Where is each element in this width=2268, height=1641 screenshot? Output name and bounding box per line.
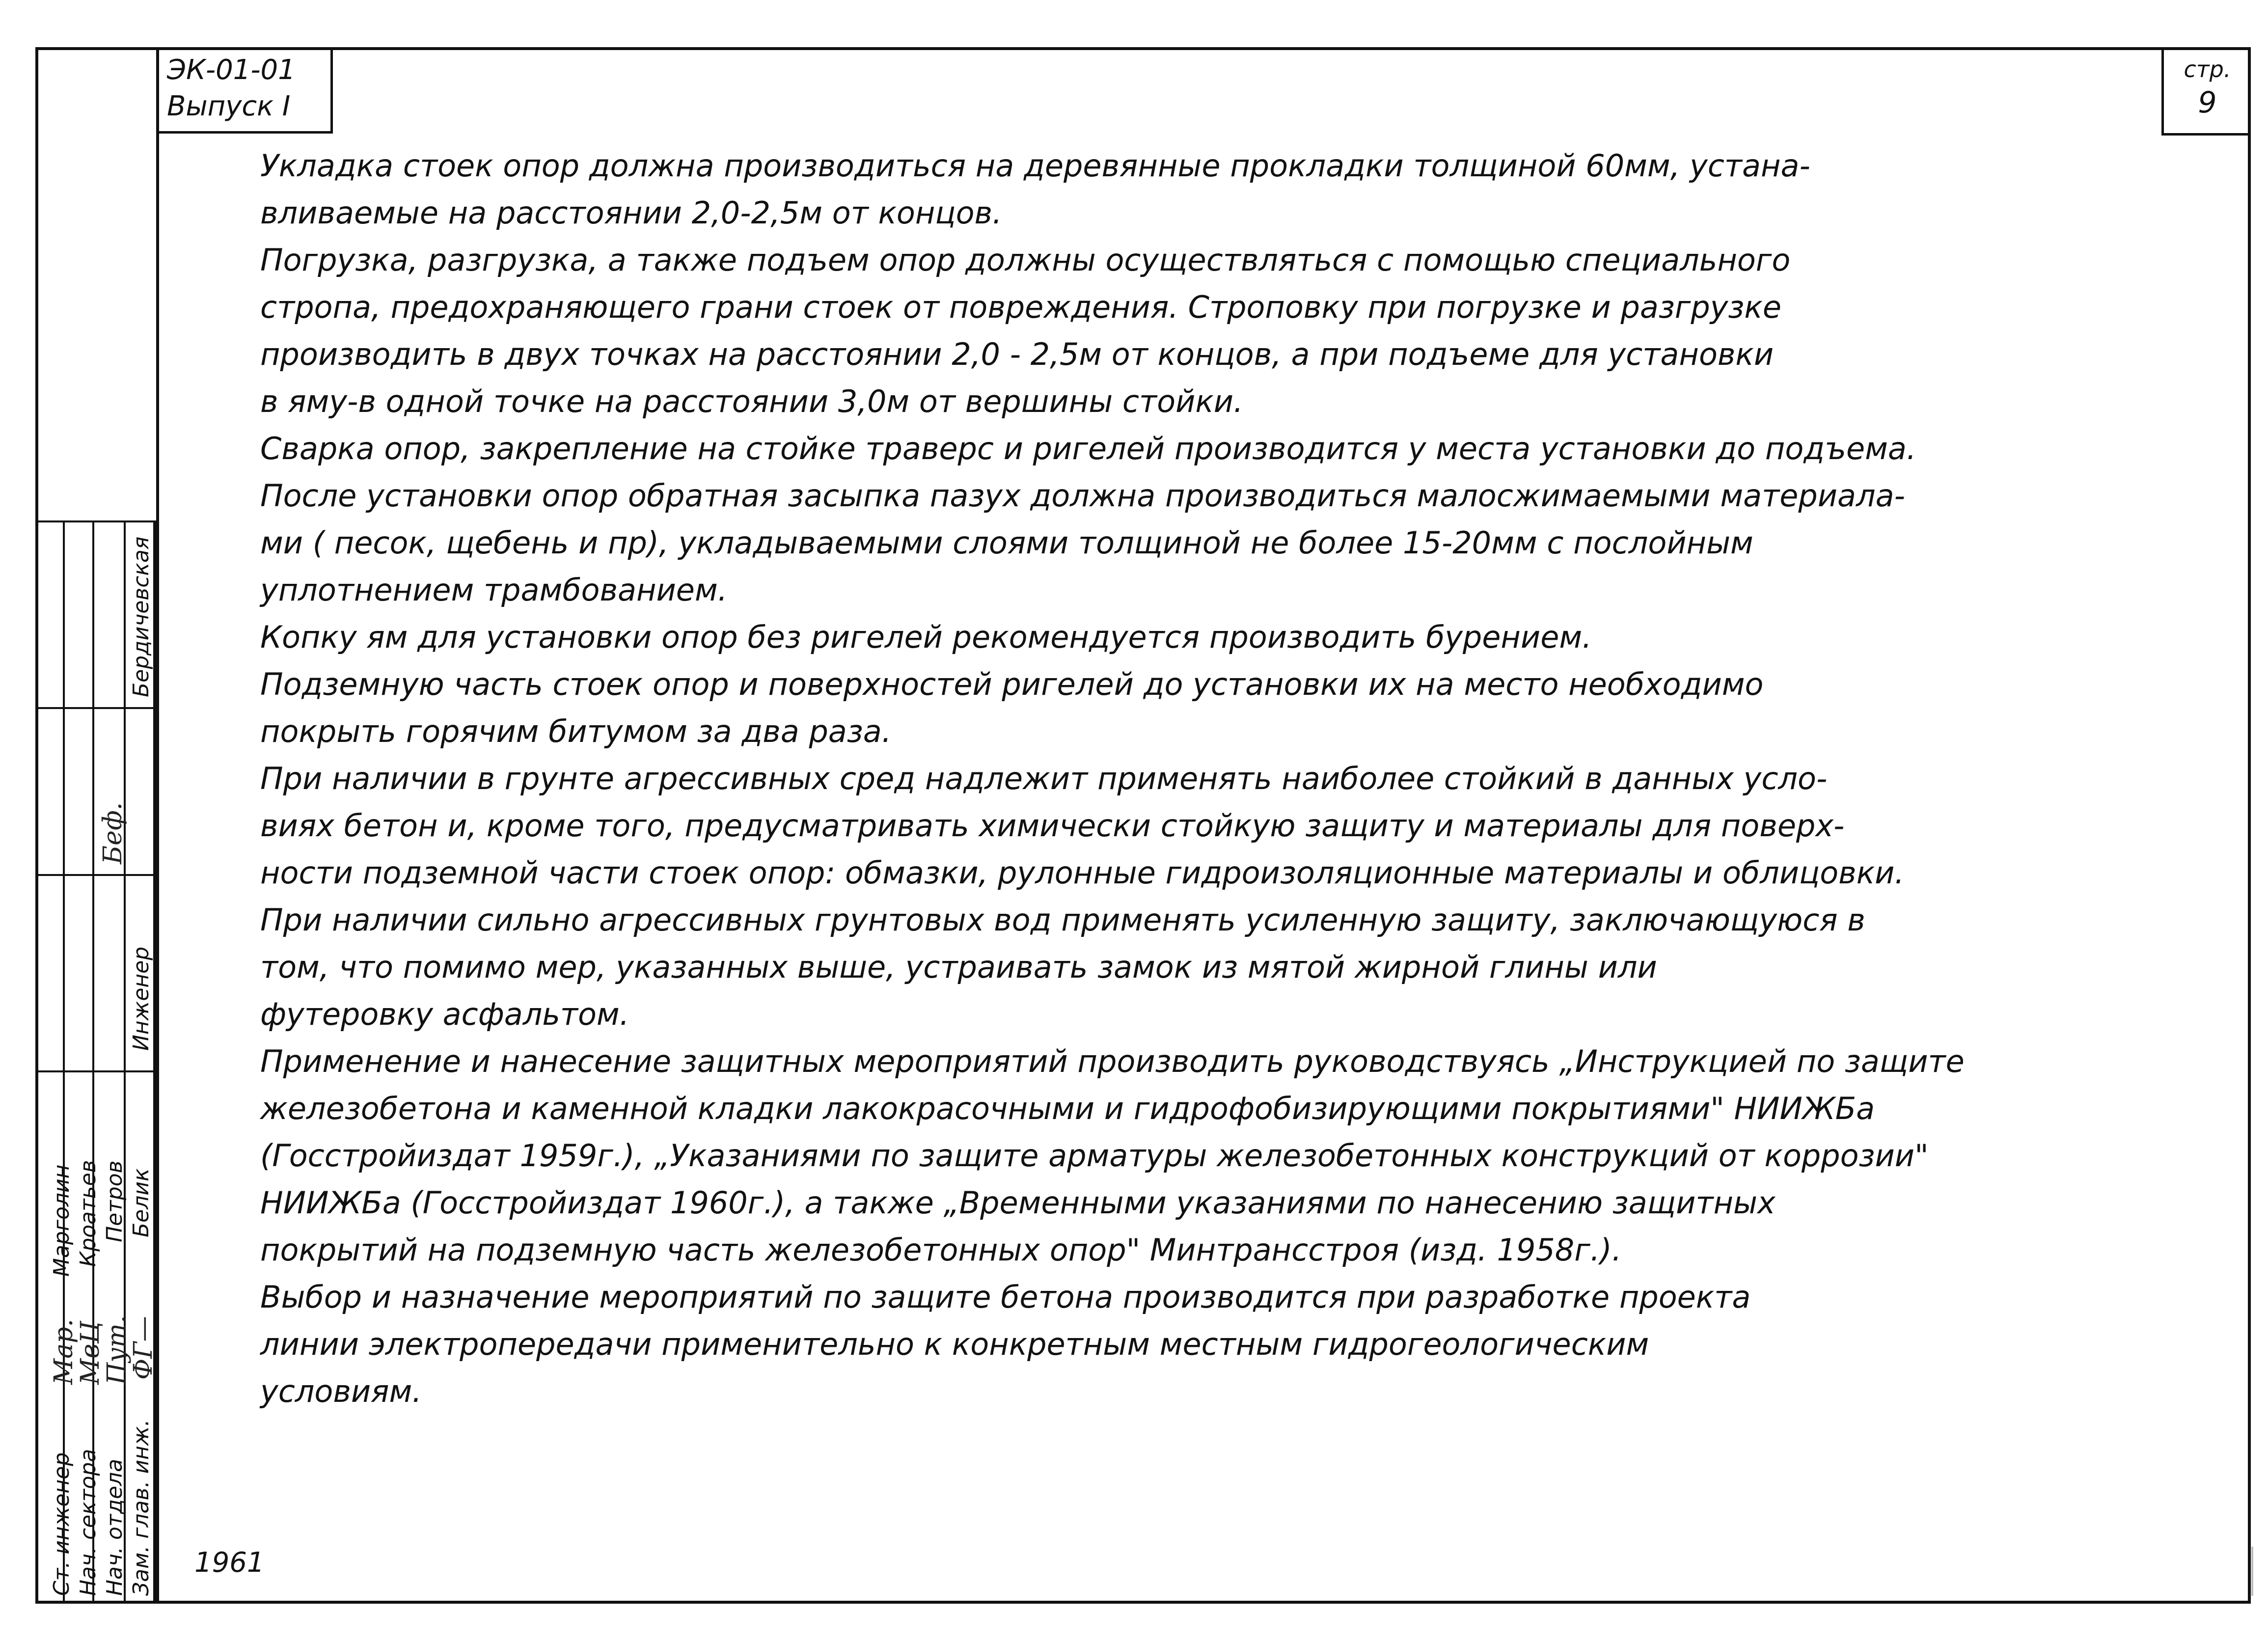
page-number-box [2161, 47, 2251, 136]
stamp-name: Кроатьев [76, 1160, 101, 1267]
document-issue: Выпуск I [167, 90, 291, 122]
text-line: футеровку асфальтом. [260, 996, 629, 1032]
text-line: том, что помимо мер, указанных выше, устраивать замок из мятой жирной глины или [260, 949, 1657, 985]
stamp-signature: ФГ— [129, 1316, 158, 1380]
text-line: После установки опор обратная засыпка пазух должна производиться малосжимаемыми материала- [260, 478, 1905, 514]
stamp-role-column [35, 520, 65, 1604]
text-line: виях бетон и, кроме того, предусматривать химически стойкую защиту и материалы для поверх- [260, 808, 1845, 844]
stamp-role: Инженер [129, 946, 154, 1051]
text-line: вливаемые на расстоянии 2,0-2,5м от концов. [260, 195, 1002, 231]
year-mark: 1961 [194, 1547, 265, 1579]
stamp-name: Бердичевская [129, 536, 154, 697]
title-stamp [35, 520, 156, 1604]
stamp-name: Марголин [49, 1164, 74, 1277]
text-line: Укладка стоек опор должна производиться на деревянные прокладки толщиной 60мм, устана- [260, 148, 1810, 184]
text-line: покрыть горячим битумом за два раза. [260, 713, 892, 749]
text-line: Сварка опор, закрепление на стойке траверс и ригелей производится у места установки до подъема. [260, 431, 1916, 466]
text-line: производить в двух точках на расстоянии 2,0 - 2,5м от концов, а при подъеме для установки [260, 336, 1774, 372]
text-line: в яму-в одной точке на расстоянии 3,0м от вершины стойки. [260, 383, 1243, 419]
stamp-signature: Мар. [49, 1318, 79, 1385]
text-line: Подземную часть стоек опор и поверхностей ригелей до установки их на место необходимо [260, 666, 1764, 702]
text-line: (Госстройиздат 1959г.), „Указаниями по защите арматуры железобетонных конструкций от коррозии" [260, 1138, 1929, 1174]
page-label: стр. [2184, 56, 2231, 82]
document-code: ЭК-01-01 [167, 54, 296, 86]
stamp-name: Петров [102, 1160, 127, 1242]
text-line: железобетона и каменной кладки лакокрасочными и гидрофобизирующими покрытиями" НИИЖБа [260, 1091, 1875, 1126]
stamp-divider [35, 520, 156, 522]
document-code-box [156, 47, 333, 134]
text-line: При наличии сильно агрессивных грунтовых вод применять усиленную защиту, заключающуюся в [260, 902, 1865, 938]
text-line: стропа, предохраняющего грани стоек от повреждения. Строповку при погрузке и разгрузке [260, 289, 1781, 325]
stamp-role: Ст. инженер [49, 1452, 74, 1596]
text-line: Копку ям для установки опор без ригелей рекомендуется производить бурением. [260, 619, 1592, 655]
stamp-divider [35, 1070, 156, 1072]
body-text [260, 142, 2200, 1415]
text-line: линии электропередачи применительно к конкретным местным гидрогеологическим [260, 1326, 1649, 1362]
stamp-role: Зам. глав. инж. [129, 1419, 154, 1596]
text-line: покрытий на подземную часть железобетонных опор" Минтрансстроя (изд. 1958г.). [260, 1232, 1622, 1268]
text-line: условиям. [260, 1373, 422, 1409]
text-line: При наличии в грунте агрессивных сред надлежит применять наиболее стойкий в данных усло- [260, 761, 1828, 796]
scan-edge-mark [2251, 1547, 2253, 1596]
stamp-signature: МвЦ [76, 1321, 105, 1385]
text-line: Выбор и назначение мероприятий по защите бетона производится при разработке проекта [260, 1279, 1751, 1315]
stamp-signature: Пут. [102, 1315, 132, 1385]
text-line: ми ( песок, щебень и пр), укладываемыми слоями толщиной не более 15-20мм с послойным [260, 525, 1753, 561]
stamp-divider [35, 707, 156, 709]
text-line: НИИЖБа (Госстройиздат 1960г.), а также „Временными указаниями по нанесению защитных [260, 1185, 1776, 1221]
stamp-role: Нач. сектора [76, 1449, 101, 1596]
stamp-signature-column [65, 520, 94, 1604]
text-line: ности подземной части стоек опор: обмазки, рулонные гидроизоляционные материалы и облицовки. [260, 855, 1905, 891]
stamp-role: Нач. отдела [102, 1458, 127, 1596]
text-line: Применение и нанесение защитных мероприятий производить руководствуясь „Инструкцией по защите [260, 1043, 1965, 1079]
text-line: Погрузка, разгрузка, а также подъем опор должны осуществляться с помощью специального [260, 242, 1791, 278]
stamp-divider [35, 874, 156, 876]
stamp-signature: Беф. [98, 802, 128, 864]
page-number: 9 [2198, 85, 2217, 120]
stamp-name: Белик [129, 1168, 154, 1237]
stamp-name-column [94, 520, 126, 1604]
text-line: уплотнением трамбованием. [260, 572, 728, 608]
